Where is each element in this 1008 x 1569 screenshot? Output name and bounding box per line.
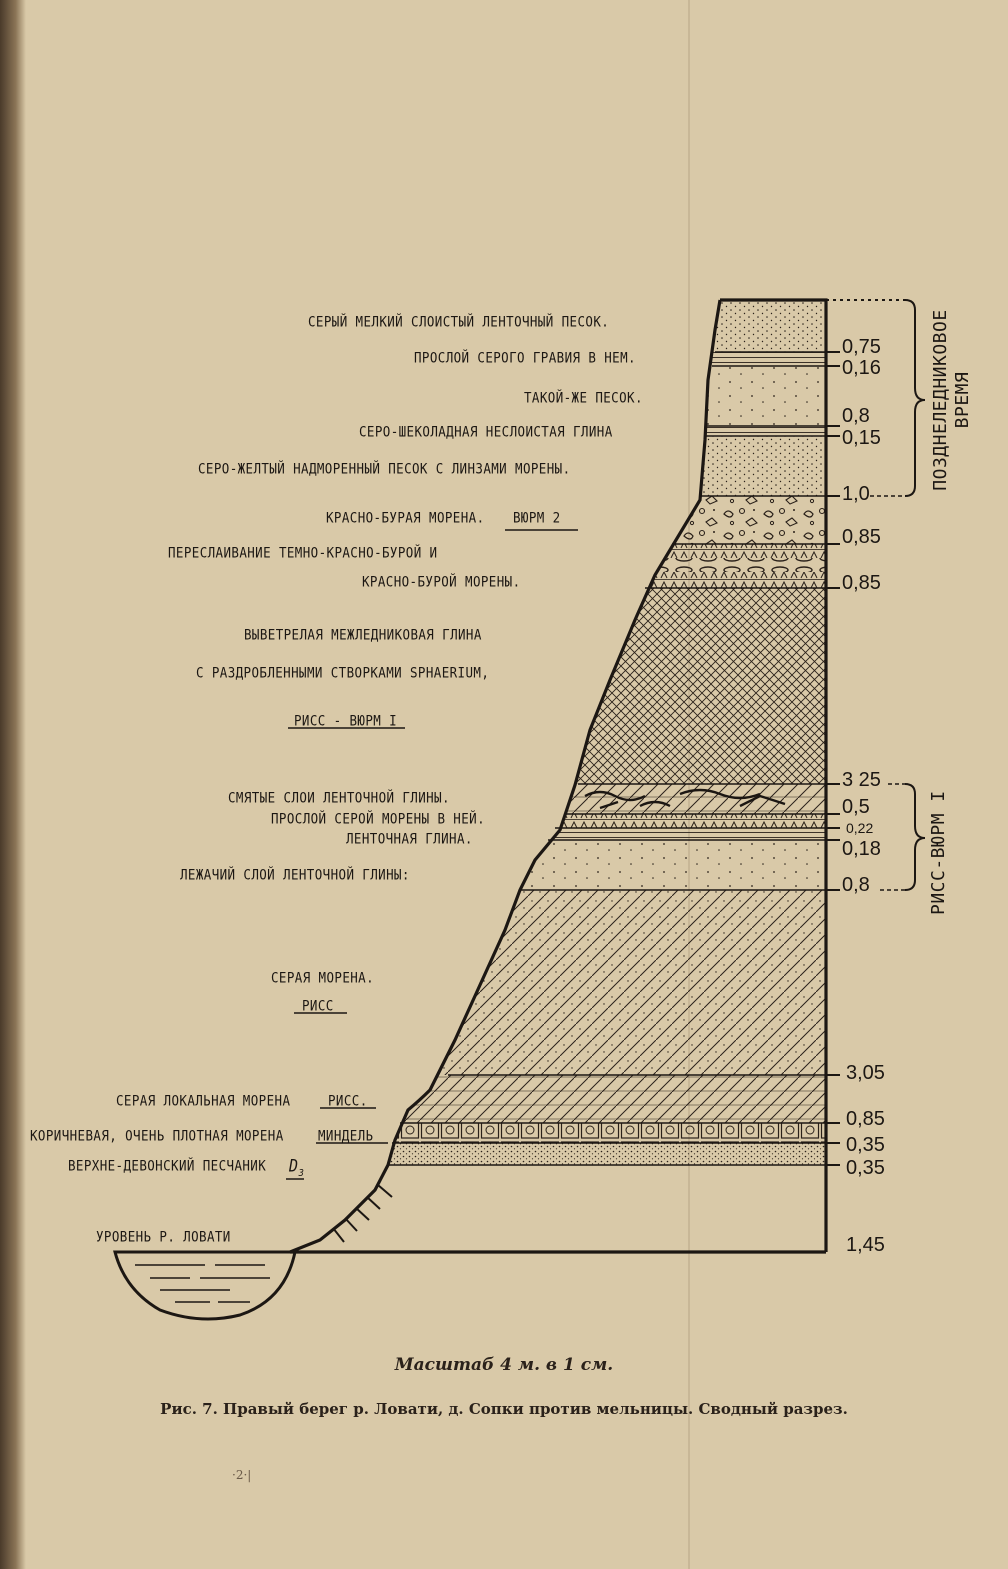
layer-tag-5: ВЮРМ 2 [513,509,561,526]
layer-tag-15 [289,1156,304,1180]
layer-label-15: ВЕРХНЕ-ДЕВОНСКИЙ ПЕСЧАНИК [68,1157,267,1174]
layer-tag-13: РИСС. [328,1092,368,1109]
layer-label-13: СЕРАЯ ЛОКАЛЬНАЯ МОРЕНА [116,1092,291,1109]
layer-label-0: СЕРЫЙ МЕЛКИЙ СЛОИСТЫЙ ЛЕНТОЧНЫЙ ПЕСОК. [308,313,610,330]
thickness-5: 0,85 [842,526,881,548]
layer-label-14: КОРИЧНЕВАЯ, ОЧЕНЬ ПЛОТНАЯ МОРЕНА [30,1127,284,1144]
thickness-river: 1,45 [846,1234,885,1256]
thickness-4: 1,0 [842,483,870,505]
thickness-6: 0,85 [842,572,881,594]
layer-tag-7: РИСС - ВЮРМ I [294,712,398,729]
bracket-label-upper-text: ПОЗДНЕЛЕДНИКОВОЕ ВРЕМЯ [930,309,973,491]
layer-label-11: ЛЕЖАЧИЙ СЛОЙ ЛЕНТОЧНОЙ ГЛИНЫ: [180,866,410,883]
thickness-1: 0,16 [842,357,881,379]
layer-label-7b: С РАЗДРОБЛЕННЫМИ СТВОРКАМИ SPHAERIUM, [196,664,490,681]
thickness-13: 0,85 [846,1108,885,1130]
layer-label-3: СЕРО-ШЕКОЛАДНАЯ НЕСЛОИСТАЯ ГЛИНА [359,423,613,440]
page-mark: ·2·| [232,1468,252,1482]
bracket-label-lower: РИСС-ВЮРМ I [928,790,949,915]
layer-label-9: ПРОСЛОЙ СЕРОЙ МОРЕНЫ В НЕЙ. [271,810,485,827]
thickness-10: 0,18 [842,838,881,860]
thickness-14: 0,35 [846,1134,885,1156]
thickness-8: 0,5 [842,796,870,818]
layer-tag-15-letter: D [289,1155,299,1176]
thickness-9: 0,22 [846,820,874,836]
layer-label-5: КРАСНО-БУРАЯ МОРЕНА. [326,509,485,526]
thickness-3: 0,15 [842,427,881,449]
layer-label-7: ВЫВЕТРЕЛАЯ МЕЖЛЕДНИКОВАЯ ГЛИНА [244,626,482,643]
thickness-2: 0,8 [842,405,870,427]
thickness-0: 0,75 [842,336,881,358]
thickness-15: 0,35 [846,1157,885,1179]
layer-tag-14: МИНДЕЛЬ [318,1127,374,1144]
scale-note: Масштаб 4 м. в 1 см. [394,1355,614,1375]
figure-caption: Рис. 7. Правый берег р. Ловати, д. Сопки против мельницы. Сводный разрез. [160,1400,848,1418]
thickness-7: 3 25 [842,769,881,791]
bracket-label-upper [930,285,974,515]
layer-tag-15-sub: 3 [298,1168,305,1180]
layer-tag-12: РИСС [302,997,334,1014]
layer-label-6b: КРАСНО-БУРОЙ МОРЕНЫ. [362,573,521,590]
layer-label-2: ТАКОЙ-ЖЕ ПЕСОК. [524,389,643,406]
layer-label-12: СЕРАЯ МОРЕНА. [271,969,375,986]
layer-label-4: СЕРО-ЖЕЛТЫЙ НАДМОРЕННЫЙ ПЕСОК С ЛИНЗАМИ МОРЕНЫ. [198,460,571,477]
layer-label-1: ПРОСЛОЙ СЕРОГО ГРАВИЯ В НЕМ. [414,349,636,366]
layer-label-10: ЛЕНТОЧНАЯ ГЛИНА. [346,830,473,847]
thickness-11: 0,8 [842,874,870,896]
river-level-label: УРОВЕНЬ Р. ЛОВАТИ [96,1228,231,1245]
layer-label-6: ПЕРЕСЛАИВАНИЕ ТЕМНО-КРАСНО-БУРОЙ И [168,544,438,561]
layer-label-8: СМЯТЫЕ СЛОИ ЛЕНТОЧНОЙ ГЛИНЫ. [228,789,450,806]
thickness-12: 3,05 [846,1062,885,1084]
